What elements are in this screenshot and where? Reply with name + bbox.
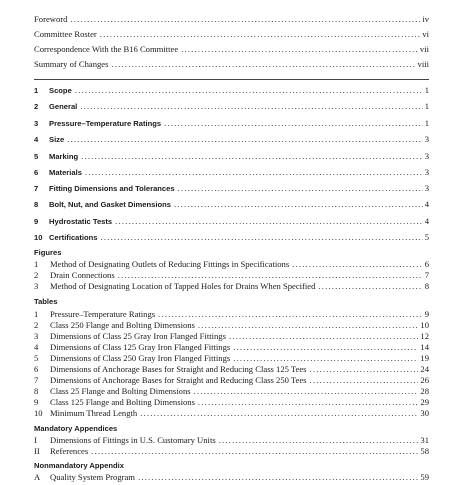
toc-figure-3[interactable] [34,281,429,292]
section-number: 10 [34,233,43,242]
toc-table-3[interactable] [34,331,429,342]
toc-page-number: 4 [424,199,429,209]
toc-page-number: 3 [424,134,429,144]
appendix-label: Quality System Program [50,472,135,482]
leader-dots [178,183,423,194]
section-number: 8 [34,200,39,209]
toc-appendix-A[interactable] [34,472,429,483]
leader-dots [140,408,418,419]
toc-section-10[interactable] [34,232,429,243]
toc-entry-label: Foreword [34,14,68,24]
toc-appendix-II[interactable] [34,446,429,457]
toc-table-9[interactable] [34,397,429,408]
toc-entry-label: Committee Roster [34,29,97,39]
leader-dots [194,386,419,397]
leader-dots [233,353,418,364]
leader-dots [111,59,415,70]
toc-table-6[interactable] [34,364,429,375]
toc-section-6[interactable] [34,167,429,178]
toc-table-1[interactable] [34,309,429,320]
table-label: Dimensions of Class 25 Gray Iron Flanged Fittings [50,331,226,341]
toc-page-number: 29 [420,397,429,407]
toc-page-number: 28 [420,386,429,396]
appendix-label: References [50,446,89,456]
toc-page-number: 14 [420,342,429,352]
toc-section-4[interactable] [34,134,429,145]
toc-section-2[interactable] [34,101,429,112]
figure-number: 2 [34,270,39,280]
nonmandatory-appendix-heading: Nonmandatory Appendix [34,461,125,470]
figure-label: Method of Designating Location of Tapped Holes for Drains When Specified [50,281,316,291]
toc-section-7[interactable] [34,183,429,194]
leader-dots [115,216,423,227]
table-number: 5 [34,353,39,363]
leader-dots [229,331,418,342]
table-label: Dimensions of Anchorage Bases for Straight and Reducing Class 250 Tees [50,375,307,385]
appendix-number: A [34,472,41,482]
toc-page-number: 10 [420,320,429,330]
leader-dots [91,446,418,457]
toc-entry-label: Correspondence With the B16 Committee [34,44,179,54]
table-number: 6 [34,364,39,374]
leader-dots [85,167,423,178]
mandatory-appendices-heading: Mandatory Appendices [34,424,118,433]
leader-dots [198,397,419,408]
table-number: 8 [34,386,39,396]
leader-dots [310,364,419,375]
figure-number: 3 [34,281,39,291]
section-number: 1 [34,86,39,95]
toc-table-10[interactable] [34,408,429,419]
table-label: Class 25 Flange and Bolting Dimensions [50,386,191,396]
figure-label: Drain Connections [50,270,115,280]
table-number: 7 [34,375,39,385]
leader-dots [181,44,418,55]
leader-dots [219,435,419,446]
toc-page-number: 30 [420,408,429,418]
toc-figure-2[interactable] [34,270,429,281]
toc-page-number: vii [419,44,429,54]
toc-page-number: 3 [424,167,429,177]
leader-dots [70,14,420,25]
section-number: 6 [34,168,39,177]
section-number: 4 [34,135,39,144]
table-number: 10 [34,408,43,418]
toc-table-7[interactable] [34,375,429,386]
toc-section-1[interactable] [34,85,429,96]
section-label: Scope [49,86,72,95]
toc-page-number: 1 [424,118,429,128]
table-label: Class 250 Flange and Bolting Dimensions [50,320,195,330]
toc-page-number: 6 [424,259,429,269]
toc-page-number: 26 [420,375,429,385]
leader-dots [100,29,421,40]
toc-page-number: 8 [424,281,429,291]
leader-dots [118,270,423,281]
toc-page-number: iv [422,14,429,24]
table-label: Dimensions of Anchorage Bases for Straight and Reducing Class 125 Tees [50,364,307,374]
leader-dots [101,232,423,243]
section-label: Materials [49,168,82,177]
table-label: Dimensions of Class 250 Gray Iron Flanged Fittings [50,353,231,363]
toc-page-number: 31 [420,435,429,445]
table-number: 1 [34,309,39,319]
toc-page-number: 58 [420,446,429,456]
leader-dots [158,309,423,320]
tables-heading: Tables [34,297,58,306]
section-label: Marking [49,152,79,161]
divider [34,79,429,80]
section-label: Certifications [49,233,98,242]
appendix-number: I [34,435,37,445]
toc-page-number: 4 [424,216,429,226]
toc-page-number: 19 [420,353,429,363]
table-label: Pressure–Temperature Ratings [50,309,156,319]
leader-dots [81,151,423,162]
toc-table-5[interactable] [34,353,429,364]
toc-table-2[interactable] [34,320,429,331]
table-number: 4 [34,342,39,352]
appendix-number: II [34,446,40,456]
section-label: General [49,102,78,111]
section-label: Size [49,135,65,144]
leader-dots [292,259,423,270]
section-label: Hydrostatic Tests [49,217,113,226]
table-label: Class 125 Flange and Bolting Dimensions [50,397,195,407]
section-number: 7 [34,184,39,193]
section-label: Pressure–Temperature Ratings [49,119,162,128]
toc-page-number: 1 [424,85,429,95]
toc-section-9[interactable] [34,216,429,227]
toc-page-number: 7 [424,270,429,280]
toc-entry-correspondence[interactable] [34,44,429,55]
toc-page-number: 59 [420,472,429,482]
leader-dots [198,320,419,331]
toc-page-number: 1 [424,101,429,111]
section-label: Bolt, Nut, and Gasket Dimensions [49,200,171,209]
leader-dots [318,281,422,292]
toc-entry-summary-of-changes[interactable] [34,59,429,70]
leader-dots [138,472,418,483]
toc-entry-foreword[interactable] [34,14,429,25]
toc-section-5[interactable] [34,151,429,162]
toc-page-number: 3 [424,183,429,193]
toc-page-number: 24 [420,364,429,374]
figures-heading: Figures [34,248,62,257]
toc-table-4[interactable] [34,342,429,353]
toc-entry-committee-roster[interactable] [34,29,429,40]
table-number: 9 [34,397,39,407]
leader-dots [80,101,422,112]
table-label: Dimensions of Class 125 Gray Iron Flanged Fittings [50,342,231,352]
leader-dots [310,375,419,386]
toc-appendix-I[interactable] [34,435,429,446]
leader-dots [67,134,423,145]
table-number: 2 [34,320,39,330]
figure-label: Method of Designating Outlets of Reducing Fittings in Specifications [50,259,290,269]
toc-page-number: 12 [420,331,429,341]
figure-number: 1 [34,259,39,269]
toc-section-3[interactable] [34,118,429,129]
section-number: 2 [34,102,39,111]
appendix-label: Dimensions of Fittings in U.S. Customary Units [50,435,216,445]
leader-dots [75,85,423,96]
leader-dots [164,118,423,129]
section-number: 5 [34,152,39,161]
section-number: 9 [34,217,39,226]
toc-page-number: viii [417,59,429,69]
toc-figure-1[interactable] [34,259,429,270]
toc-page-number: 5 [424,232,429,242]
section-number: 3 [34,119,39,128]
toc-table-8[interactable] [34,386,429,397]
leader-dots [174,199,423,210]
toc-page-number: 3 [424,151,429,161]
toc-section-8[interactable] [34,199,429,210]
leader-dots [233,342,418,353]
toc-page-number: vi [422,29,429,39]
table-label: Minimum Thread Length [50,408,138,418]
table-number: 3 [34,331,39,341]
section-label: Fitting Dimensions and Tolerances [49,184,175,193]
toc-entry-label: Summary of Changes [34,59,109,69]
toc-page-number: 9 [424,309,429,319]
